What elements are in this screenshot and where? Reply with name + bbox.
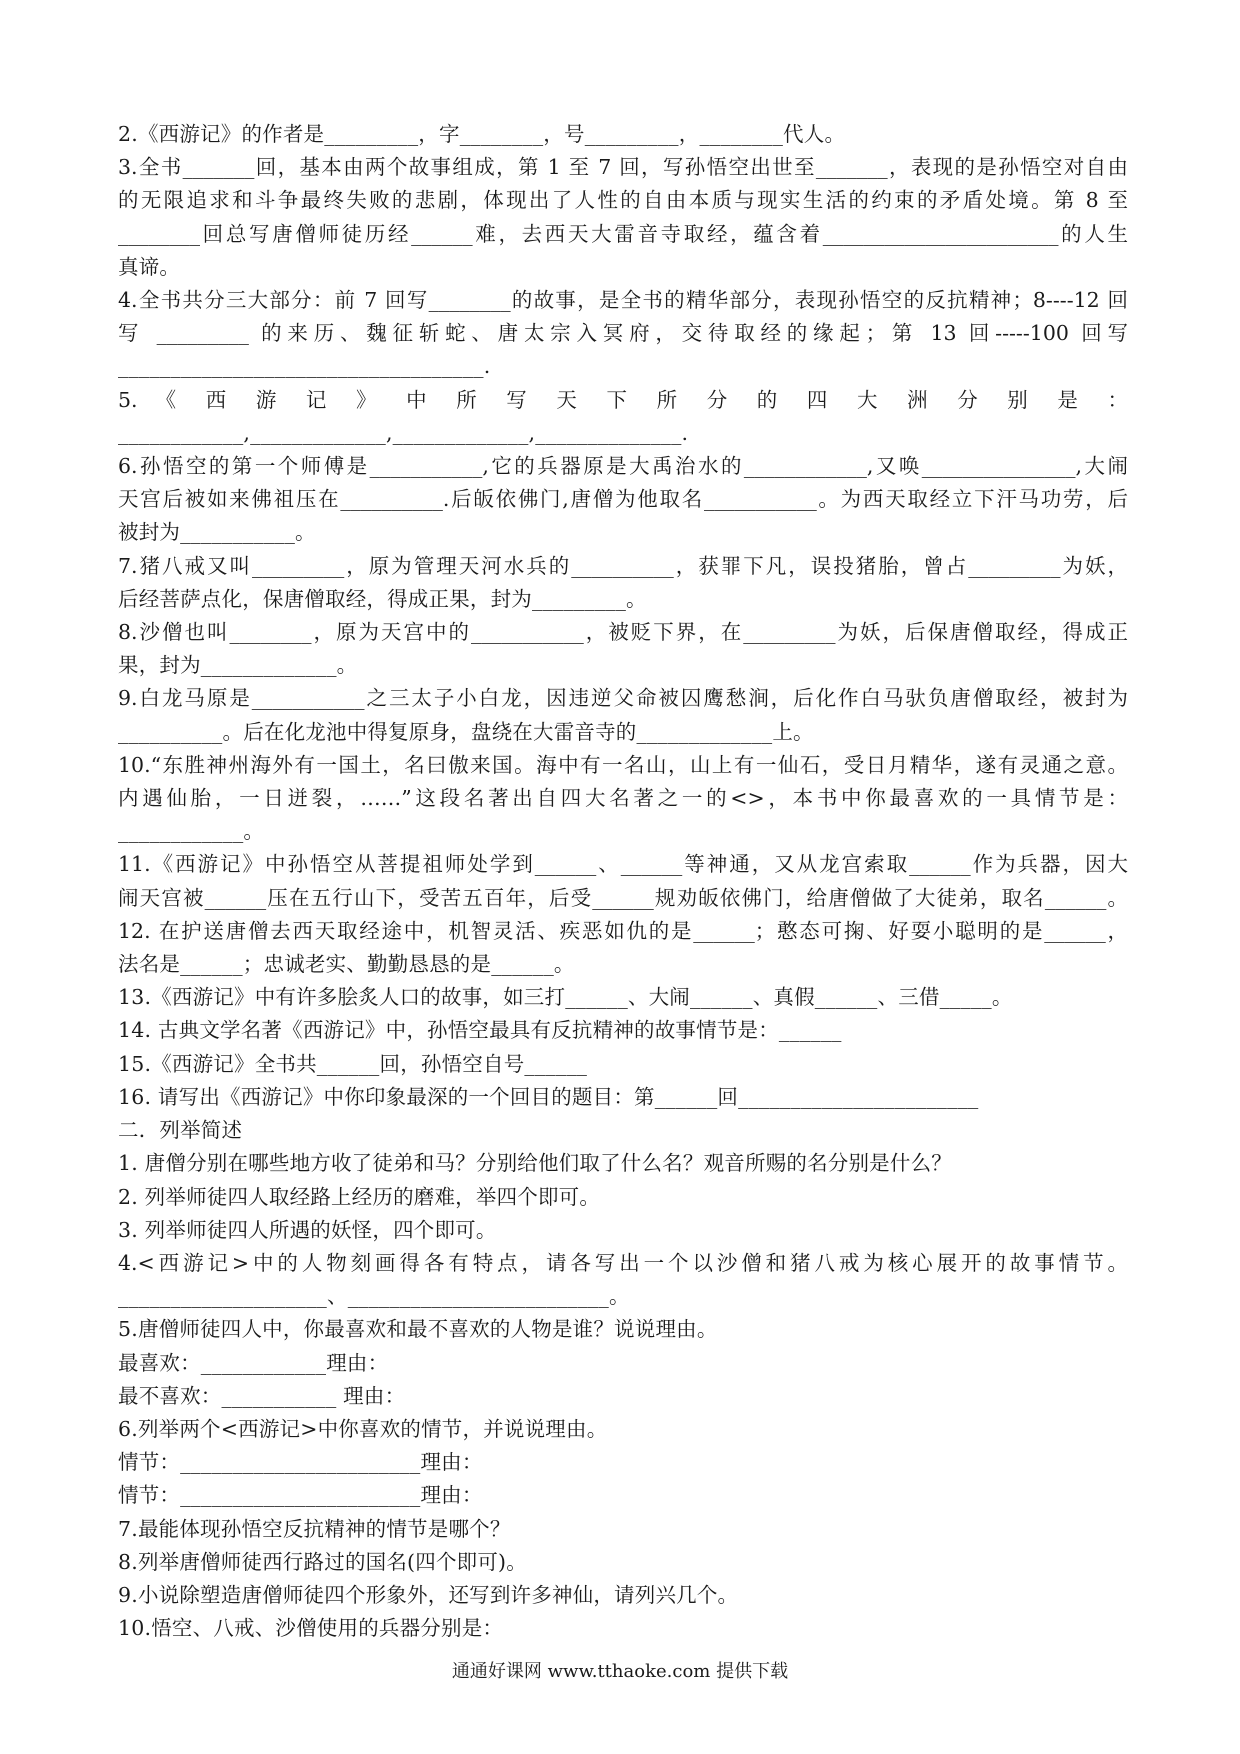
question-7-line-2: 后经菩萨点化，保唐僧取经，得成正果，封为_________。 [118, 586, 647, 611]
question-10-line-1: 10.“东胜神州海外有一国土，名曰傲来国。海中有一名山，山上有一仙石，受日月精华，遂有灵通之意。 [118, 752, 1128, 777]
list-question-3: 3. 列举师徒四人所遇的妖怪，四个即可。 [118, 1217, 497, 1242]
question-4-line-3: ___________________________________. [118, 354, 491, 379]
least-favorite-answer-line: 最不喜欢：___________ 理由： [118, 1383, 406, 1408]
question-10-line-2: 内遇仙胎，一日迸裂，……”这段名著出自四大名著之一的<>，本书中你最喜欢的一具情节是： [118, 786, 1128, 811]
question-5-line-2: ____________,_____________,_____________,______________. [118, 420, 689, 445]
question-3-line-2: 的无限追求和斗争最终失败的悲剧，体现出了人性的自由本质与现实生活的约束的矛盾处境。第 8 至 [118, 188, 1128, 213]
question-8-line-2: 果，封为_____________。 [118, 653, 358, 678]
list-question-10: 10.悟空、八戒、沙僧使用的兵器分别是： [118, 1616, 504, 1641]
question-15: 15.《西游记》全书共______回，孙悟空自号______ [118, 1051, 588, 1076]
question-12-line-1: 12. 在护送唐僧去西天取经途中，机智灵活、疾恶如仇的是______；憨态可掬、好耍小聪明的是______， [118, 918, 1128, 943]
list-question-5: 5.唐僧师徒四人中，你最喜欢和最不喜欢的人物是谁？说说理由。 [118, 1317, 718, 1342]
list-question-1: 1. 唐僧分别在哪些地方收了徒弟和马？分别给他们取了什么名？观音所赐的名分别是什么？ [118, 1151, 952, 1176]
list-question-9: 9.小说除塑造唐僧师徒四个形象外，还写到许多神仙，请列兴几个。 [118, 1582, 739, 1607]
question-5-line-1: 5. 《 西 游 记 》 中 所 写 天 下 所 分 的 四 大 洲 分 别 是 ： [118, 387, 1128, 412]
question-3-line-3: ________回总写唐僧师徒历经______难，去西天大雷音寺取经，蕴含着_______________________的人生 [118, 221, 1128, 246]
question-3-line-1: 3.全书_______回，基本由两个故事组成，第 1 至 7 回，写孙悟空出世至_______，表现的是孙悟空对自由 [118, 155, 1128, 180]
list-question-4-line-1: 4.<西游记>中的人物刻画得各有特点，请各写出一个以沙僧和猪八戒为核心展开的故事情节。 [118, 1250, 1128, 1275]
list-question-4-line-2: ____________________、_________________________。 [118, 1284, 630, 1309]
question-2: 2.《西游记》的作者是_________，字________，号_________，________代人。 [118, 122, 846, 146]
list-question-6: 6.列举两个<西游记>中你喜欢的情节，并说说理由。 [118, 1416, 608, 1441]
question-6-line-2: 天宫后被如来佛祖压在__________.后皈依佛门,唐僧为他取名___________。为西天取经立下汗马功劳，后 [118, 487, 1128, 512]
question-16: 16. 请写出《西游记》中你印象最深的一个回目的题目：第______回_______________________ [118, 1084, 979, 1109]
list-question-2: 2. 列举师徒四人取经路上经历的磨难，举四个即可。 [118, 1184, 601, 1209]
question-7-line-1: 7.猪八戒又叫_________，原为管理天河水兵的__________，获罪下凡，误投猪胎，曾占_________为妖， [118, 553, 1128, 578]
question-13: 13.《西游记》中有许多脍炙人口的故事，如三打______、大闹______、真假______、三借_____。 [118, 985, 1013, 1010]
question-4-line-1: 4.全书共分三大部分：前 7 回写________的故事，是全书的精华部分，表现孙悟空的反抗精神；8----12 回 [118, 288, 1128, 313]
question-12-line-2: 法名是______；忠诚老实、勤勤恳恳的是______。 [118, 952, 575, 977]
question-6-line-3: 被封为___________。 [118, 520, 316, 545]
question-3-line-4: 真谛。 [118, 254, 181, 279]
page-footer: 通通好课网 www.tthaoke.com 提供下载 [451, 1661, 789, 1682]
question-14: 14. 古典文学名著《西游记》中，孙悟空最具有反抗精神的故事情节是：______ [118, 1018, 842, 1043]
plot-answer-line-2: 情节：_______________________理由： [118, 1483, 483, 1508]
question-8-line-1: 8.沙僧也叫________，原为天宫中的___________，被贬下界，在_________为妖，后保唐僧取经，得成正 [118, 620, 1128, 645]
list-question-8: 8.列举唐僧师徒西行路过的国名(四个即可)。 [118, 1549, 527, 1574]
question-9-line-2: __________。后在化龙池中得复原身，盘绕在大雷音寺的_____________上。 [118, 719, 814, 744]
question-4-line-2: 写 _________ 的来历、魏征斩蛇、唐太宗入冥府，交待取经的缘起；第 13 回-----100 回写 [118, 321, 1128, 346]
question-list [118, 118, 1128, 1645]
question-9-line-1: 9.白龙马原是___________之三太子小白龙，因违逆父命被囚鹰愁涧，后化作白马驮负唐僧取经，被封为 [118, 686, 1128, 711]
plot-answer-line-1: 情节：_______________________理由： [118, 1450, 483, 1475]
question-11-line-2: 闹天宫被______压在五行山下，受苦五百年，后受______规劝皈依佛门，给唐僧做了大徒弟，取名______。 [118, 885, 1128, 910]
question-6-line-1: 6.孙悟空的第一个师傅是___________,它的兵器原是大禹治水的____________,又唤_______________,大闹 [118, 454, 1128, 479]
section-heading: 二．列举简述 [118, 1118, 243, 1143]
favorite-answer-line: 最喜欢：____________理由： [118, 1350, 389, 1375]
question-11-line-1: 11.《西游记》中孙悟空从菩提祖师处学到______、______等神通，又从龙宫索取______作为兵器，因大 [118, 852, 1128, 877]
question-10-line-3: ____________。 [118, 819, 265, 844]
list-question-7: 7.最能体现孙悟空反抗精神的情节是哪个？ [118, 1516, 511, 1541]
